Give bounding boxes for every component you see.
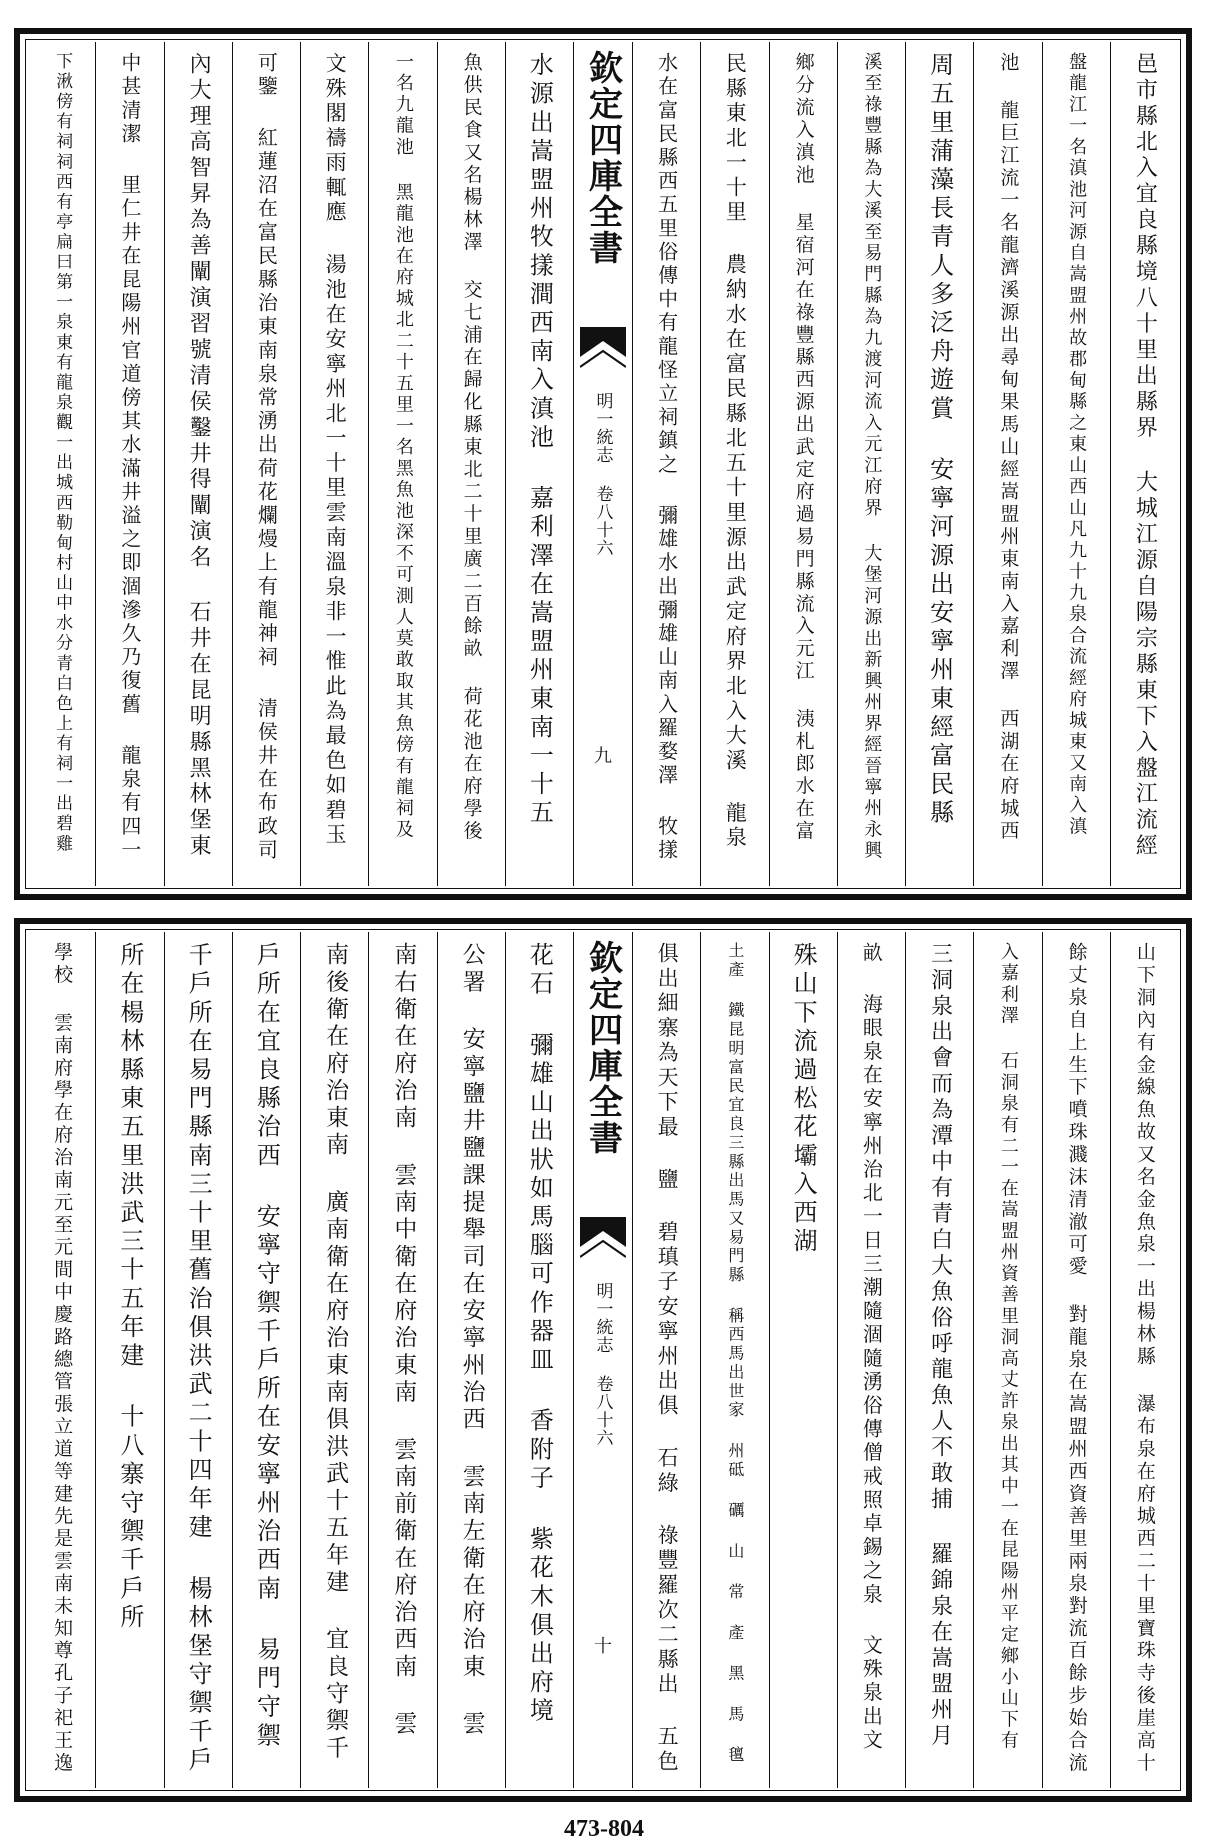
bottom-page-columns <box>28 932 1178 1788</box>
column-text: 千戶所在易門縣南三十里舊治俱洪武二十四年建 楊林堡守禦千戶 <box>184 942 213 1776</box>
text-column <box>164 42 232 886</box>
text-column <box>505 42 573 886</box>
text-column <box>232 42 300 886</box>
column-text: 魚供民食又名楊林澤 交七浦在歸化縣東北二十里廣二百餘畝 荷花池在府學後 <box>460 52 483 843</box>
column-text: 水在富民縣西五里俗傳中有龍怪立祠鎮之 彌雄水出彌雄山南入羅婺澤 牧㨾 <box>654 52 679 863</box>
column-text: 花石 彌雄山出狀如馬腦可作器皿 香附子 紫花木俱出府境 <box>525 942 554 1727</box>
text-column <box>164 932 232 1788</box>
column-text: 文殊閣禱雨輒應 湯池在安寧州北一十里雲南溫泉非一惟此為最色如碧玉 <box>323 52 348 848</box>
column-text: 入嘉利澤 石洞泉有二一在嵩盟州資善里洞高丈許泉出其中一在昆陽州平定鄉小山下有 <box>997 942 1019 1753</box>
column-text: 學校 雲南府學在府治南元至元間中慶路總管張立道等建先是雲南未知尊孔子祀王逸 <box>51 942 74 1775</box>
folio-number: 十 <box>594 1636 612 1657</box>
text-column <box>632 42 700 886</box>
column-text: 一名九龍池 黑龍池在府城北二十五里一名黑魚池深不可測人莫敢取其魚傍有龍祠及 <box>392 52 414 841</box>
text-column <box>837 42 905 886</box>
bottom-page-panel <box>14 918 1192 1802</box>
text-column <box>28 932 95 1788</box>
text-column <box>232 932 300 1788</box>
column-text: 水源出嵩盟州牧㨾澗西南入滇池 嘉利澤在嵩盟州東南一十五 <box>525 52 554 829</box>
text-column <box>95 932 163 1788</box>
column-text: 內大理高智昇為善闡演習號清侯鑿井得闡演名 石井在昆明縣黑林堡東 <box>186 52 212 860</box>
text-column <box>300 42 368 886</box>
text-column <box>368 42 436 886</box>
column-text: 南後衛在府治東南 廣南衛在府治東南俱洪武十五年建 宜良守禦千 <box>322 942 349 1763</box>
text-column <box>769 42 837 886</box>
column-text: 邑市縣北入宜良縣境八十里出縣界 大城江源自陽宗縣東下入盤江流經 <box>1132 52 1158 860</box>
text-column <box>368 932 436 1788</box>
book-title: 欽定四庫全書 <box>582 940 623 1156</box>
book-title: 欽定四庫全書 <box>582 50 623 266</box>
text-column <box>95 42 163 886</box>
top-page-columns <box>28 42 1178 886</box>
column-text: 所在楊林縣東五里洪武三十五年建 十八寨守禦千戶所 <box>115 942 144 1633</box>
text-column <box>837 932 905 1788</box>
column-text: 民縣東北一十里 農納水在富民縣北五十里源出武定府界北入大溪 龍泉 <box>723 52 748 851</box>
column-text: 可鑒 紅蓮沼在富民縣治東南泉常湧出荷花爛熳上有龍神祠 清侯井在布政司 <box>254 52 279 863</box>
fishtail-mark-icon <box>580 327 626 373</box>
text-column <box>1042 42 1110 886</box>
column-text: 盤龍江一名滇池河源自嵩盟州故郡甸縣之東山西山凡九十九泉合流經府城東又南入滇 <box>1066 52 1088 838</box>
column-text: 中甚清潔 里仁井在昆陽州官道傍其水滿井溢之即涸滲久乃復舊 龍泉有四一 <box>117 52 142 863</box>
column-text: 山下洞內有金線魚故又名金魚泉一出楊林縣 瀑布泉在府城西二十里寶珠寺後崖高十 <box>1133 942 1156 1775</box>
column-text: 俱出細寨為天下最 鹽 碧瑱子安寧州出俱 石綠 祿豐羅次二縣出 五色 <box>655 942 680 1775</box>
text-column <box>769 932 837 1788</box>
column-text: 鄉分流入滇池 星宿河在祿豐縣西源出武定府過易門縣流入元江 洟札郎水在富 <box>792 52 815 843</box>
column-text: 溪至祿豐縣為大溪至易門縣為九渡河流入元江府界 大堡河源出新興州界經晉寧州永興 <box>861 52 883 863</box>
text-column <box>700 42 768 886</box>
column-text: 戶所在宜良縣治西 安寧守禦千戶所在安寧州治西南 易門守禦 <box>252 942 281 1751</box>
text-column <box>973 932 1041 1788</box>
column-text: 南右衛在府治南 雲南中衛在府治東南 雲南前衛在府治西南 雲 <box>390 942 417 1739</box>
folio-number: 九 <box>594 746 612 767</box>
text-column <box>437 932 505 1788</box>
center-fold-column <box>573 932 632 1788</box>
page-number: 473-804 <box>564 1816 644 1842</box>
column-text: 下湫傍有祠祠西有亭扁曰第一泉東有龍泉觀一出城西勒甸村山中水分青白色上有祠一出碧雞 <box>52 52 73 855</box>
text-column <box>505 932 573 1788</box>
text-column <box>905 932 973 1788</box>
column-text: 公署 安寧鹽井鹽課提舉司在安寧州治西 雲南左衛在府治東 雲 <box>458 942 485 1739</box>
fishtail-mark-icon <box>580 1217 626 1263</box>
column-text: 餘丈泉自上生下噴珠濺沫清澈可愛 對龍泉在嵩盟州西資善里兩泉對流百餘步始合流 <box>1065 942 1088 1775</box>
text-column <box>973 42 1041 886</box>
text-column <box>632 932 700 1788</box>
text-column <box>1110 42 1178 886</box>
column-text: 殊山下流過松花壩入西湖 <box>789 942 818 1257</box>
column-text: 畝 海眼泉在安寧州治北一日三潮隨涸隨湧俗傳僧戒照卓錫之泉 文殊泉出文 <box>859 942 884 1753</box>
text-column <box>1110 932 1178 1788</box>
column-text: 土產 鐵昆明富民宜良三縣出馬又易門縣 稱西馬出世家 州砥 礪 山 常 產 黑 馬 氊 <box>725 942 745 1765</box>
center-fold-column <box>573 42 632 886</box>
text-column <box>437 42 505 886</box>
text-column <box>1042 932 1110 1788</box>
text-column <box>905 42 973 886</box>
text-column <box>700 932 768 1788</box>
volume-label: 明一統志 卷八十六 <box>592 1282 613 1447</box>
column-text: 三洞泉出會而為潭中有青白大魚俗呼龍魚人不敢捕 羅錦泉在嵩盟州月 <box>927 942 953 1750</box>
volume-label: 明一統志 卷八十六 <box>592 392 613 557</box>
text-column <box>300 932 368 1788</box>
column-text: 周五里蒲藻長青人多泛舟遊賞 安寧河源出安寧州東經富民縣 <box>925 52 954 829</box>
text-column <box>28 42 95 886</box>
column-text: 池 龍巨江流一名龍濟溪源出尋甸果馬山經嵩盟州東南入嘉利澤 西湖在府城西 <box>997 52 1020 843</box>
top-page-panel <box>14 28 1192 900</box>
